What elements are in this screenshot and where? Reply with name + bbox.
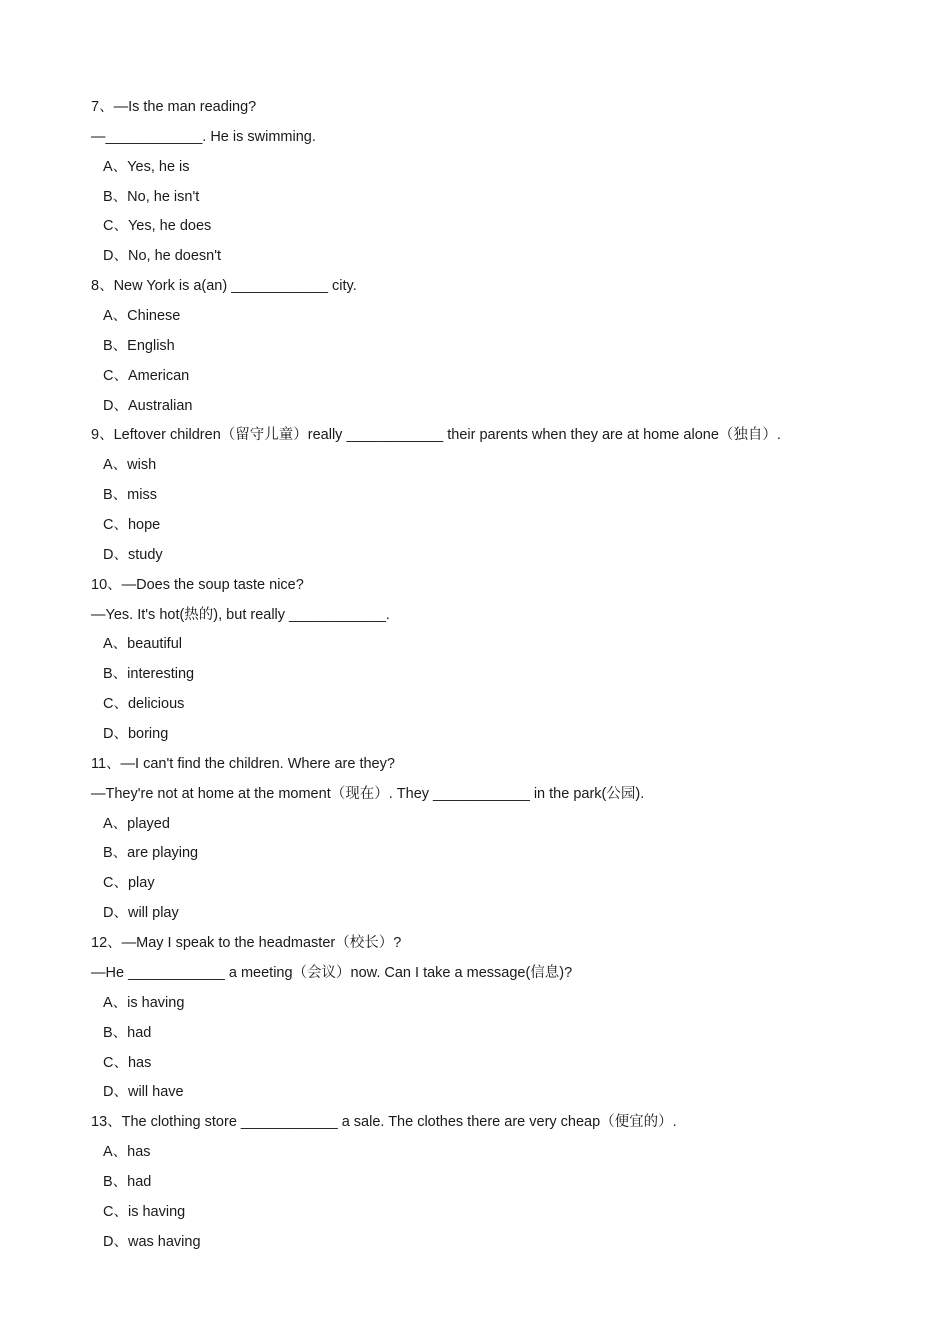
answer-option: D、will play	[103, 905, 179, 922]
answer-option: A、Yes, he is	[103, 158, 190, 175]
question-block	[91, 421, 891, 570]
question-block	[91, 571, 891, 750]
answer-option: B、No, he isn't	[103, 188, 200, 205]
answer-option: C、American	[103, 367, 190, 384]
answer-option: B、English	[103, 337, 175, 354]
answer-option: D、will have	[103, 1084, 184, 1101]
answer-option: B、had	[103, 1024, 152, 1041]
answer-option: A、is having	[103, 994, 185, 1011]
answer-option: C、delicious	[103, 696, 185, 713]
answer-option: A、wish	[103, 457, 157, 474]
answer-option: C、play	[103, 875, 155, 892]
question-stem: 7、—Is the man reading?	[91, 99, 257, 115]
answer-option: C、has	[103, 1054, 152, 1071]
question-stem: 13、The clothing store ____________ a sale. The clothes there are very cheap（便宜的）.	[91, 1114, 677, 1131]
question-block	[91, 929, 891, 1108]
answer-option: A、beautiful	[103, 636, 182, 653]
answer-option: A、Chinese	[103, 308, 181, 325]
question-stem-continued: —They're not at home at the moment（现在）. They ____________ in the park(公园).	[91, 785, 645, 802]
answer-option: C、is having	[103, 1203, 186, 1220]
answer-option: D、study	[103, 546, 163, 563]
answer-option: A、has	[103, 1144, 151, 1161]
answer-option: B、had	[103, 1173, 152, 1190]
question-block	[91, 1108, 891, 1257]
answer-option: D、Australian	[103, 397, 193, 414]
answer-option: D、boring	[103, 726, 169, 743]
question-stem-continued: —He ____________ a meeting（会议）now. Can I take a message(信息)?	[91, 964, 573, 981]
answer-option: B、miss	[103, 487, 157, 504]
answer-option: A、played	[103, 815, 170, 832]
question-stem: 8、New York is a(an) ____________ city.	[91, 278, 357, 295]
question-stem: 12、—May I speak to the headmaster（校长）?	[91, 935, 402, 952]
question-block	[91, 750, 891, 929]
answer-option: B、interesting	[103, 666, 195, 683]
question-list	[91, 93, 891, 1258]
question-stem-continued: —Yes. It's hot(热的), but really ____________.	[91, 606, 390, 623]
question-stem: 9、Leftover children（留守儿童）really ____________ their parents when they are at home alone（独自）.	[91, 427, 781, 444]
question-block	[91, 272, 891, 421]
question-stem: 11、—I can't find the children. Where are they?	[91, 755, 395, 772]
answer-option: D、No, he doesn't	[103, 248, 222, 265]
answer-option: C、hope	[103, 517, 161, 534]
answer-option: D、was having	[103, 1233, 201, 1250]
answer-option: B、are playing	[103, 845, 199, 862]
answer-option: C、Yes, he does	[103, 218, 212, 235]
question-stem: 10、—Does the soup taste nice?	[91, 576, 304, 593]
question-block	[91, 93, 891, 272]
question-stem-continued: —____________. He is swimming.	[91, 128, 316, 145]
